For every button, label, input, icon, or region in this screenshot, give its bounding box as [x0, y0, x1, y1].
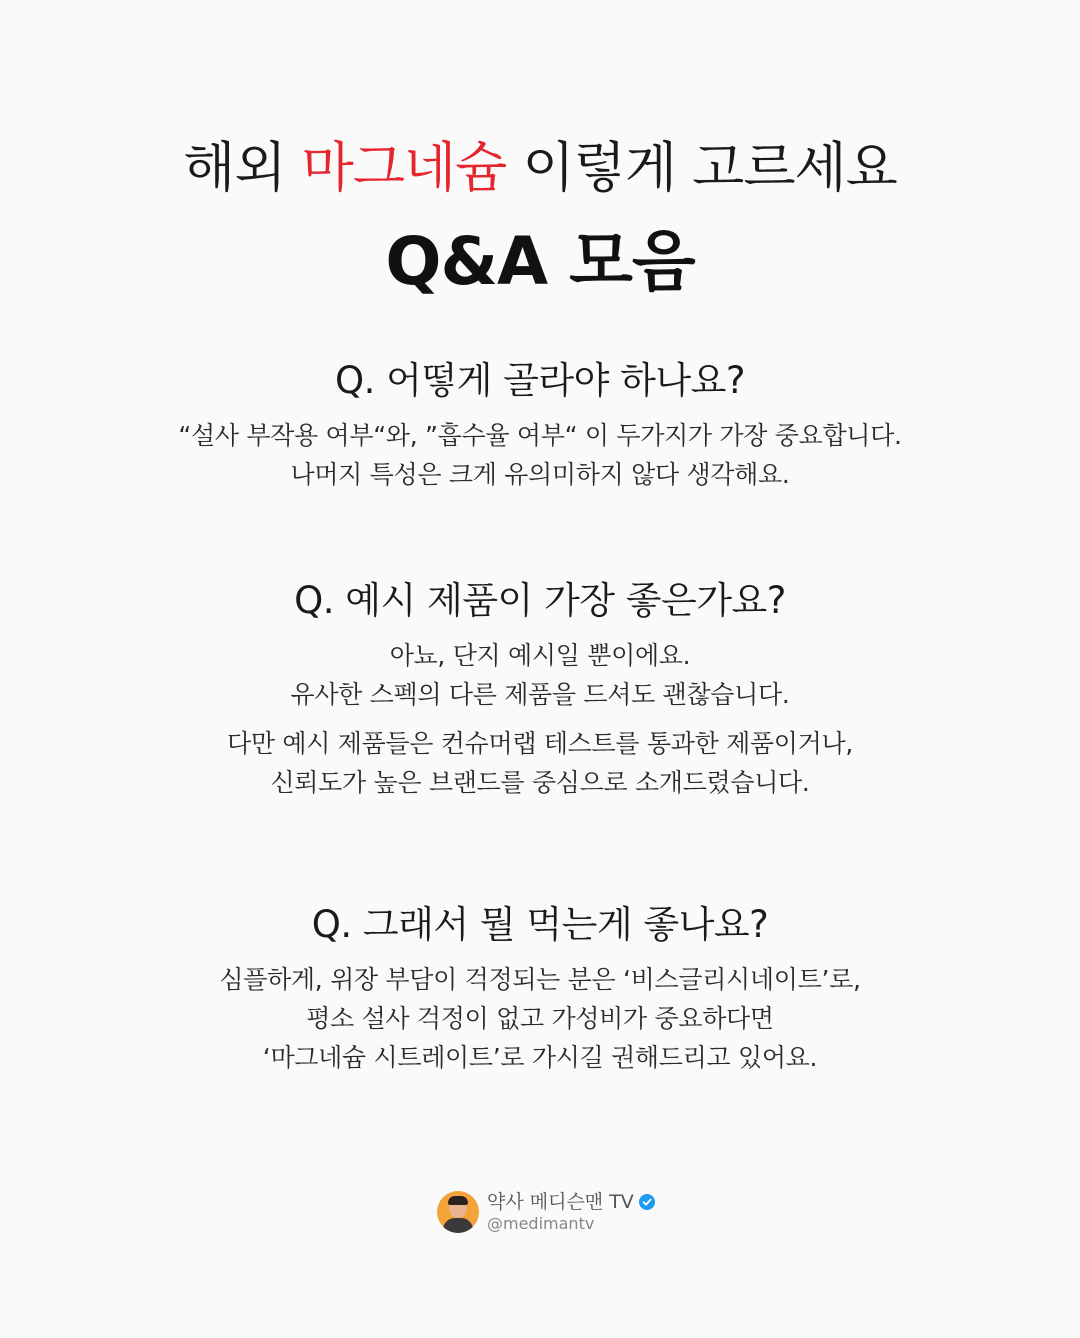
answer-3-line-1: 심플하게, 위장 부담이 걱정되는 분은 ‘비스글리시네이트’로,: [219, 965, 861, 994]
answer-2-line-4: 신뢰도가 높은 브랜드를 중심으로 소개드렸습니다.: [270, 768, 810, 797]
answer-2-line-2: 유사한 스펙의 다른 제품을 드셔도 괜찮습니다.: [290, 680, 790, 709]
profile-avatar[interactable]: [437, 1191, 479, 1233]
question-1: Q. 어떻게 골라야 하나요?: [335, 359, 745, 402]
page-title: [0, 132, 1080, 204]
answer-3-line-2: 평소 설사 걱정이 없고 가성비가 중요하다면: [306, 1004, 774, 1033]
answer-2-line-3: 다만 예시 제품들은 컨슈머랩 테스트를 통과한 제품이거나,: [227, 729, 853, 758]
answer-2-line-1: 아뇨, 단지 예시일 뿐이에요.: [389, 641, 691, 670]
avatar-body: [443, 1218, 473, 1233]
channel-handle: @medimantv: [487, 1214, 595, 1233]
channel-name-row: [487, 1190, 655, 1214]
paragraph-gap: [0, 714, 1080, 724]
answer-1-line-2: 나머지 특성은 크게 유의미하지 않다 생각해요.: [290, 460, 790, 489]
answer-1-line-1: “설사 부작용 여부“와, ”흡수율 여부“ 이 두가지가 가장 중요합니다.: [178, 421, 902, 450]
answer-3-line-3: ‘마그네슘 시트레이트’로 가시길 권해드리고 있어요.: [262, 1043, 818, 1072]
qa-section-1: [0, 356, 1080, 494]
qa-section-3: [0, 900, 1080, 1077]
avatar-hair: [448, 1196, 468, 1205]
title-prefix: 해외: [183, 136, 302, 199]
verified-badge-icon: [639, 1194, 655, 1210]
page-subtitle: Q&A 모음: [385, 223, 695, 300]
channel-name: 약사 메디슨맨 TV: [487, 1191, 634, 1213]
title-suffix: 이렇게 고르세요: [506, 136, 897, 199]
question-2: Q. 예시 제품이 가장 좋은가요?: [294, 579, 786, 622]
title-accent-word: 마그네슘: [301, 136, 507, 199]
qa-section-2: [0, 576, 1080, 802]
question-3: Q. 그래서 뭘 먹는게 좋나요?: [311, 903, 769, 946]
channel-info: [487, 1190, 655, 1234]
channel-credit[interactable]: [437, 1188, 655, 1236]
